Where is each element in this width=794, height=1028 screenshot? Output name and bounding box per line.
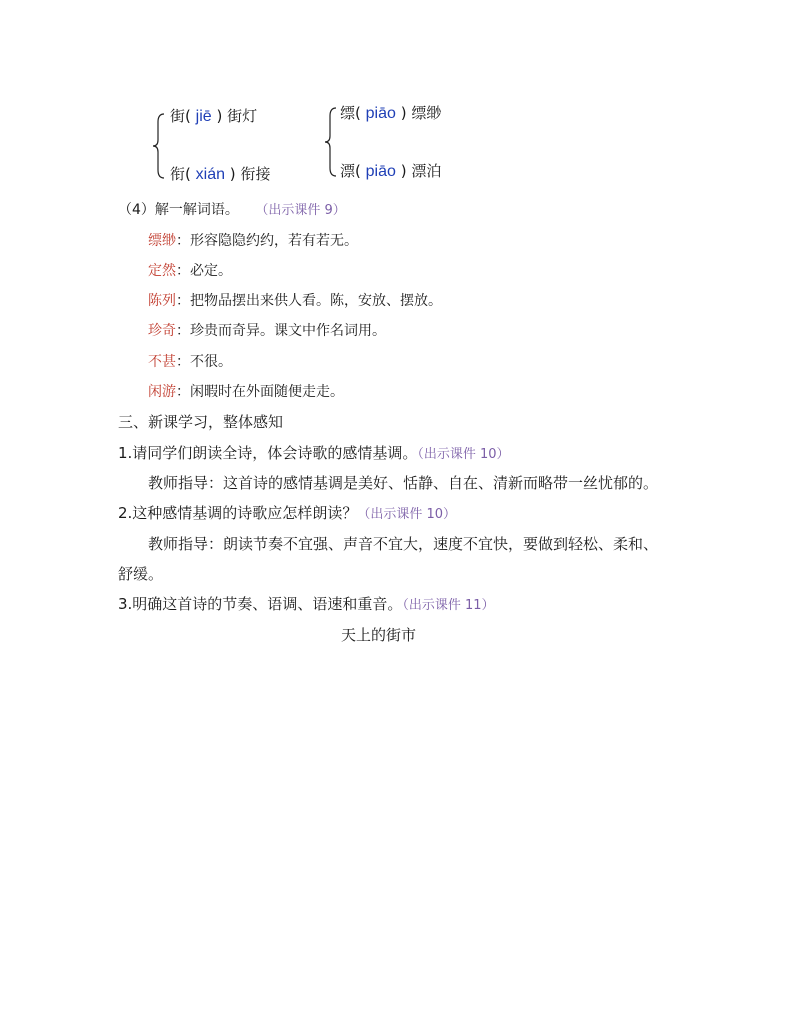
answer-2-line2: 舒缓。 [118, 565, 164, 583]
vocab-term: 闲游 [148, 384, 176, 400]
vocab-term: 陈列 [148, 293, 176, 309]
polyphone-char: 缥 [340, 104, 356, 122]
vocab-item [148, 352, 232, 372]
polyphone-char: 衔 [170, 165, 186, 183]
vocab-definition: ：必定。 [176, 263, 232, 279]
left-brace-icon [152, 112, 166, 180]
polyphone-word: 衔接 [240, 165, 271, 183]
polyphone-left-bottom: 衔( xián ) 衔接 [170, 165, 271, 183]
question-text: 2.这种感情基调的诗歌应怎样朗读？ [118, 504, 358, 522]
courseware-note: （出示课件 10） [417, 447, 510, 462]
courseware-note: （出示课件 11） [402, 598, 495, 613]
question-3 [118, 594, 495, 616]
polyphone-char: 街 [170, 107, 186, 125]
section4-heading [118, 200, 346, 221]
polyphone-word: 街灯 [227, 107, 258, 125]
vocab-definition: ：闲暇时在外面随便走走。 [176, 384, 344, 400]
vocab-definition: ：珍贵而奇异。课文中作名词用。 [176, 323, 386, 339]
section3-heading: 三、新课学习，整体感知 [118, 413, 284, 431]
vocab-item [148, 291, 442, 311]
question-2 [118, 503, 456, 525]
polyphone-word: 缥缈 [411, 104, 442, 122]
answer-2-line1: 教师指导：朗读节奏不宜强、声音不宜大，速度不宜快，要做到轻松、柔和、 [148, 535, 659, 553]
vocab-term: 珍奇 [148, 323, 176, 339]
vocab-term: 定然 [148, 263, 176, 279]
question-text: 1.请同学们朗读全诗，体会诗歌的感情基调。 [118, 444, 418, 462]
pinyin-text: piāo [365, 105, 396, 122]
vocab-term: 缥缈 [148, 233, 176, 249]
vocab-item [148, 231, 358, 251]
vocab-definition: ：形容隐隐约约，若有若无。 [176, 233, 358, 249]
vocab-item [148, 261, 232, 281]
polyphone-char: 漂 [340, 162, 356, 180]
right-brace-icon [324, 106, 338, 178]
polyphone-right-bottom: 漂( piāo ) 漂泊 [340, 162, 442, 180]
question-text: 3.明确这首诗的节奏、语调、语速和重音。 [118, 595, 403, 613]
pinyin-text: xián [195, 166, 226, 183]
section4-title: （4）解一解词语。 [118, 202, 239, 218]
courseware-note: （出示课件 10） [357, 507, 457, 522]
vocab-term: 不甚 [148, 354, 176, 370]
polyphone-left-top: 街( jiē ) 街灯 [170, 107, 258, 125]
vocab-item [148, 382, 344, 402]
pinyin-text: piāo [365, 163, 396, 180]
courseware-note: （出示课件 9） [255, 203, 346, 218]
answer-1: 教师指导：这首诗的感情基调是美好、恬静、自在、清新而略带一丝忧郁的。 [148, 474, 659, 492]
vocab-item [148, 321, 386, 341]
question-1 [118, 443, 510, 465]
polyphone-word: 漂泊 [411, 162, 442, 180]
poem-title: 天上的街市 [341, 626, 417, 644]
vocab-definition: ：把物品摆出来供人看。陈，安放、摆放。 [176, 293, 442, 309]
vocab-definition: ：不很。 [176, 354, 232, 370]
pinyin-text: jiē [195, 108, 212, 125]
polyphone-right-top: 缥( piāo ) 缥缈 [340, 104, 442, 122]
